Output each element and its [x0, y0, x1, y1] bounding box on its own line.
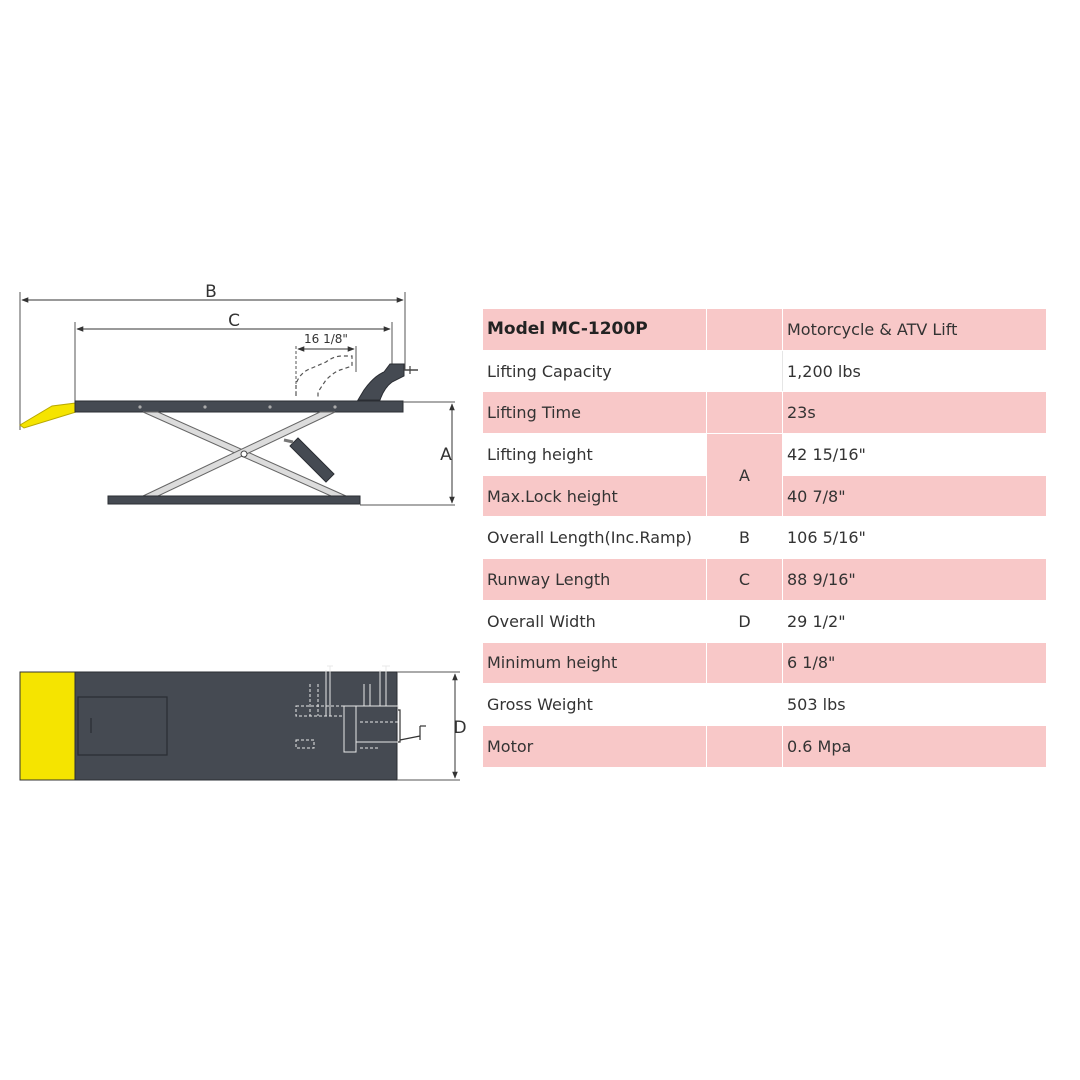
spec-name: Overall Width — [483, 600, 707, 642]
spec-name: Lifting Capacity — [483, 350, 707, 392]
table-row — [483, 309, 1047, 351]
spec-name: Overall Length(Inc.Ramp) — [483, 517, 707, 559]
spec-value: 23s — [783, 392, 1047, 434]
dimension-handle-label: 16 1/8" — [304, 332, 348, 346]
spec-name: Minimum height — [483, 642, 707, 684]
table-row — [483, 684, 1047, 726]
dimension-d-label: D — [453, 718, 467, 738]
spec-value: 0.6 Mpa — [783, 725, 1047, 767]
spec-value: 106 5/16" — [783, 517, 1047, 559]
spec-value: 503 lbs — [783, 684, 1047, 726]
table-row — [483, 434, 1047, 476]
dim-cell — [707, 642, 783, 684]
spec-value: 88 9/16" — [783, 559, 1047, 601]
table-row — [483, 559, 1047, 601]
table-row — [483, 642, 1047, 684]
platform — [75, 401, 403, 412]
dim-cell — [707, 392, 783, 434]
spec-value: 40 7/8" — [783, 475, 1047, 517]
spec-table — [482, 308, 1047, 768]
wheel-chock-dashed-outline — [296, 356, 352, 398]
top-view — [20, 666, 467, 780]
dimension-b-label: B — [205, 282, 217, 302]
model-label: Model MC-1200P — [483, 309, 707, 351]
spec-name: Max.Lock height — [483, 475, 707, 517]
base-frame — [108, 496, 360, 504]
table-row — [483, 392, 1047, 434]
dimension-c-label: C — [228, 311, 240, 331]
dim-cell: C — [707, 559, 783, 601]
spec-value: 29 1/2" — [783, 600, 1047, 642]
table-row — [483, 600, 1047, 642]
spec-value: 1,200 lbs — [783, 350, 1047, 392]
dim-cell — [707, 350, 783, 392]
dim-cell — [707, 309, 783, 351]
dim-cell: D — [707, 600, 783, 642]
spec-value: 42 15/16" — [783, 434, 1047, 476]
dim-cell — [707, 684, 783, 726]
ramp-top — [20, 672, 75, 780]
spec-value: 6 1/8" — [783, 642, 1047, 684]
dim-cell — [707, 725, 783, 767]
spec-name: Lifting height — [483, 434, 707, 476]
spec-name: Lifting Time — [483, 392, 707, 434]
runway-top — [75, 672, 397, 780]
spec-name: Runway Length — [483, 559, 707, 601]
dimension-a-label: A — [440, 445, 452, 465]
table-row — [483, 725, 1047, 767]
table-row — [483, 350, 1047, 392]
dim-cell-a: A — [707, 434, 783, 517]
model-desc: Motorcycle & ATV Lift — [783, 309, 1047, 351]
dim-cell: B — [707, 517, 783, 559]
ramp — [20, 403, 76, 428]
wheel-chock — [358, 364, 404, 400]
table-row — [483, 517, 1047, 559]
spec-name: Motor — [483, 725, 707, 767]
spec-name: Gross Weight — [483, 684, 707, 726]
side-view — [20, 282, 455, 505]
